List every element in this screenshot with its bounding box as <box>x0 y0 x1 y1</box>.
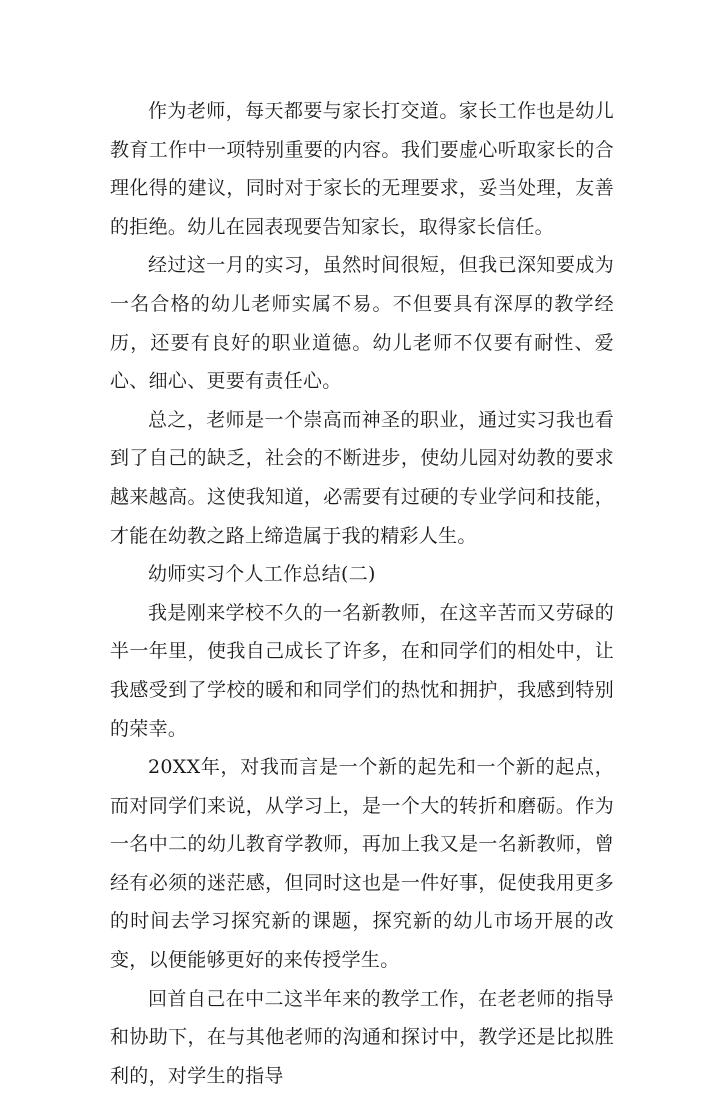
paragraph-review: 回首自己在中二这半年来的教学工作，在老老师的指导和协助下，在与其他老师的沟通和探讨中，教学还是比拟胜利的，对学生的指导 <box>110 987 614 1087</box>
document-body <box>110 92 614 1095</box>
paragraph-conclusion: 总之，老师是一个崇高而神圣的职业，通过实习我也看到了自己的缺乏，社会的不断进步，使幼儿园对幼教的要求越来越高。这使我知道，必需要有过硬的专业学问和技能，才能在幼教之路上缔造属于我的精彩人生。 <box>110 408 614 547</box>
paragraph-internship-reflection: 经过这一月的实习，虽然时间很短，但我已深知要成为一名合格的幼儿老师实属不易。不但要具有深厚的教学经历，还要有良好的职业道德。幼儿老师不仅要有耐性、爱心、细心、更要有责任心。 <box>110 254 614 393</box>
paragraph-new-year: 20XX年，对我而言是一个新的起先和一个新的起点，而对同学们来说，从学习上，是一个大的转折和磨砺。作为一名中二的幼儿教育学教师，再加上我又是一名新教师，曾经有必须的迷茫感，但同时这也是一件好事，促使我用更多的时间去学习探究新的课题，探究新的幼儿市场开展的改变，以便能够更好的来传授学生。 <box>110 756 614 972</box>
paragraph-parent-communication: 作为老师，每天都要与家长打交道。家长工作也是幼儿教育工作中一项特别重要的内容。我们要虚心听取家长的合理化得的建议，同时对于家长的无理要求，妥当处理，友善的拒绝。幼儿在园表现要告知家长，取得家长信任。 <box>110 100 614 238</box>
section-heading: 幼师实习个人工作总结(二) <box>148 563 376 586</box>
paragraph-new-teacher: 我是刚来学校不久的一名新教师，在这辛苦而又劳碌的半一年里，使我自己成长了许多，在和同学们的相处中，让我感受到了学校的暖和和同学们的热忱和拥护，我感到特别的荣幸。 <box>110 601 614 740</box>
